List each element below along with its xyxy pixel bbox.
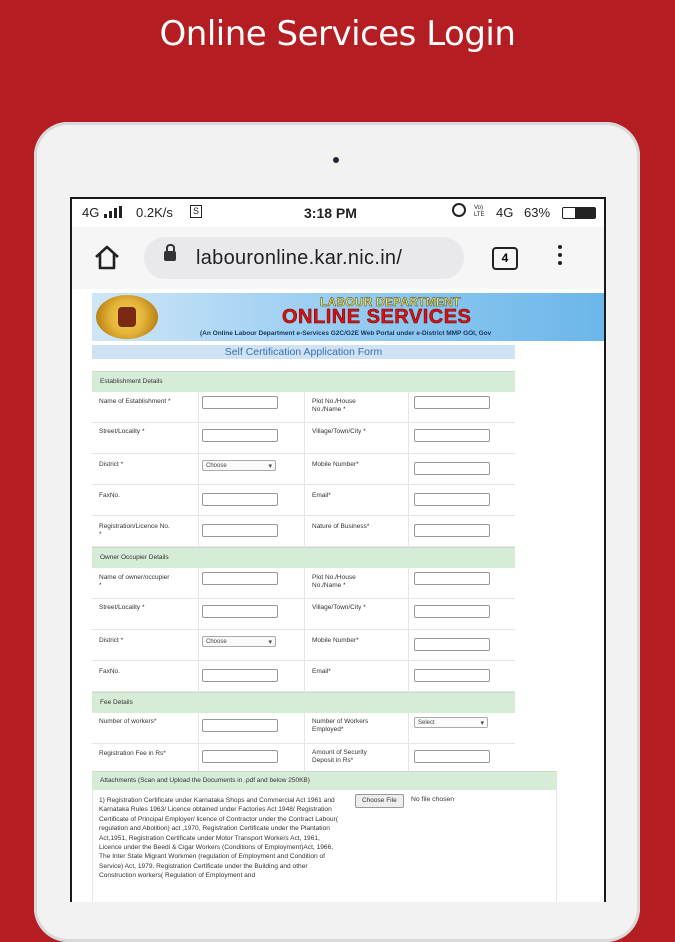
- choose-file-button[interactable]: Choose File: [355, 794, 404, 808]
- label-fax: FaxNo.: [99, 492, 120, 499]
- street-input[interactable]: [202, 429, 278, 442]
- label-email: Email*: [312, 492, 331, 499]
- workers-employed-select[interactable]: Select ▾: [414, 717, 488, 728]
- label-street: Street/Locality *: [99, 428, 145, 435]
- attachment-row: [92, 790, 557, 902]
- url-text: labouronline.kar.nic.in/: [196, 247, 403, 269]
- browser-toolbar: [72, 227, 604, 289]
- label-establishment-name: Name of Establishment *: [99, 398, 171, 405]
- label-workers-employed: Number of Workers Employed*: [312, 718, 369, 733]
- banner-subtitle: (An Online Labour Department e-Services G2C/G2E Web Portal under e-District MMP GOI, Gov: [200, 330, 492, 337]
- label-owner-plot-no: Plot No./House No./Name *: [312, 574, 356, 589]
- district-select[interactable]: Choose ▾: [202, 460, 276, 471]
- network-type-2: 4G: [496, 205, 514, 220]
- owner-plot-no-input[interactable]: [414, 572, 490, 585]
- mobile-input[interactable]: [414, 462, 490, 475]
- form-row: [92, 599, 515, 630]
- web-page: [72, 289, 604, 902]
- headline: Online Services Login: [159, 14, 516, 54]
- home-icon[interactable]: [92, 243, 122, 273]
- nature-of-business-input[interactable]: [414, 524, 490, 537]
- form-row: [92, 485, 515, 516]
- label-mobile: Mobile Number*: [312, 461, 359, 468]
- form-row: [92, 454, 515, 485]
- section-attachments: Attachments (Scan and Upload the Documents in .pdf and below 250KB): [92, 771, 557, 790]
- form-row: [92, 630, 515, 661]
- owner-mobile-input[interactable]: [414, 638, 490, 651]
- attachments-section: [92, 771, 557, 902]
- banner-department: LABOUR DEPARTMENT: [320, 295, 461, 309]
- camera-dot: [333, 157, 339, 163]
- label-plot-no: Plot No./House No./Name *: [312, 398, 356, 413]
- tab-switcher-button[interactable]: 4: [492, 247, 518, 270]
- owner-street-input[interactable]: [202, 605, 278, 618]
- label-registration-no: Registration/Licence No. *: [99, 523, 170, 538]
- battery-icon: [562, 207, 596, 219]
- section-fee-details: Fee Details: [92, 692, 515, 713]
- overflow-menu-icon[interactable]: [558, 245, 564, 271]
- battery-percent: 63%: [524, 205, 551, 220]
- network-speed: 0.2K/s: [136, 205, 173, 220]
- email-input[interactable]: [414, 493, 490, 506]
- network-type: 4G: [82, 205, 100, 220]
- owner-email-input[interactable]: [414, 669, 490, 682]
- site-banner: [92, 293, 604, 341]
- section-establishment-details: Establishment Details: [92, 371, 515, 392]
- no-file-chosen-text: No file chosen: [411, 796, 455, 803]
- lock-icon: [164, 251, 176, 261]
- s-notification-icon: S: [190, 205, 202, 218]
- number-of-workers-input[interactable]: [202, 719, 278, 732]
- label-owner-district: District *: [99, 637, 124, 644]
- establishment-name-input[interactable]: [202, 396, 278, 409]
- label-number-of-workers: Number of workers*: [99, 718, 157, 725]
- owner-village-input[interactable]: [414, 605, 490, 618]
- form-row: [92, 713, 515, 744]
- label-security-deposit: Amount of Security Deposit in Rs*: [312, 749, 367, 764]
- form-row: [92, 423, 515, 454]
- attachment-description: 1) Registration Certificate under Karnataka Shops and Commercial Act 1961 and Karnataka Rules 1963/ Licence obtained under Factories Act 1948/ Registration Certificate of Principal Employer/ licence of Contractor under the Contract Labour( regulation and Abolition) act ,1970, Registration Certificate under the Plantation Act,1951, Registration Certificate under Motor Transport Workers Act, 1961, Licence under the Beedi & Cigar Workers (Conditions of Employment)Act, 1966, The Inter State Migrant Workmen (regulation of Employment and Condition of Service) Act, 1979, Registration Certificate under the Building and other Construction workers( Regulation of Employment and: [99, 797, 338, 880]
- registration-fee-input[interactable]: [202, 750, 278, 763]
- registration-no-input[interactable]: [202, 524, 278, 537]
- label-district: District *: [99, 461, 124, 468]
- form-row: [92, 661, 515, 692]
- form-row: [92, 568, 515, 599]
- label-owner-name: Name of owner/occupier *: [99, 574, 170, 589]
- section-owner-occupier-details: Owner Occupier Details: [92, 547, 515, 568]
- label-owner-street: Street/Locality *: [99, 604, 145, 611]
- form-row: [92, 516, 515, 547]
- security-deposit-input[interactable]: [414, 750, 490, 763]
- label-registration-fee: Registration Fee in Rs*: [99, 750, 166, 757]
- address-bar[interactable]: [144, 237, 464, 279]
- owner-fax-input[interactable]: [202, 669, 278, 682]
- volte-icon: Vo) LTE: [474, 205, 485, 218]
- owner-district-select[interactable]: Choose ▾: [202, 636, 276, 647]
- label-owner-mobile: Mobile Number*: [312, 637, 359, 644]
- fax-input[interactable]: [202, 493, 278, 506]
- status-bar: [72, 199, 604, 227]
- banner-title: ONLINE SERVICES: [282, 306, 472, 328]
- label-owner-email: Email*: [312, 668, 331, 675]
- label-nature-of-business: Nature of Business*: [312, 523, 370, 530]
- clock: 3:18 PM: [304, 205, 357, 221]
- label-owner-fax: FaxNo.: [99, 668, 120, 675]
- government-emblem-logo: [96, 295, 158, 339]
- signal-icon: [104, 206, 122, 218]
- village-input[interactable]: [414, 429, 490, 442]
- plot-no-input[interactable]: [414, 396, 490, 409]
- form-title: Self Certification Application Form: [92, 345, 515, 359]
- phone-screen: [70, 197, 606, 902]
- label-owner-village: Village/Town/City *: [312, 604, 366, 611]
- form-row: [92, 392, 515, 423]
- application-form: [92, 371, 515, 775]
- owner-name-input[interactable]: [202, 572, 278, 585]
- alarm-icon: [452, 203, 466, 217]
- label-village: Village/Town/City *: [312, 428, 366, 435]
